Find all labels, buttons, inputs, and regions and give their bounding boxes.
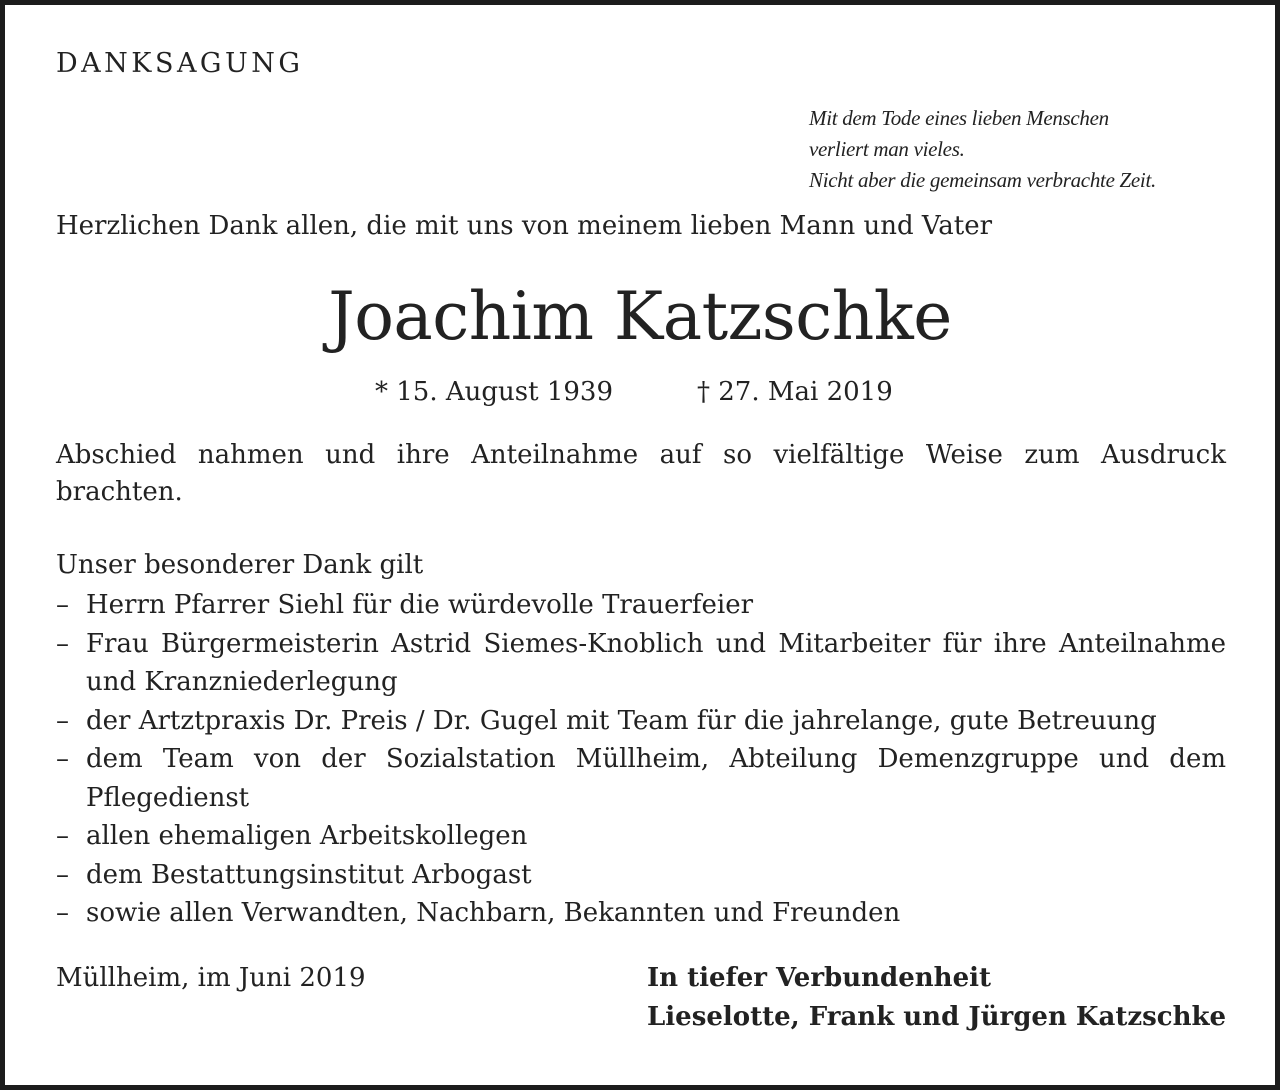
birth-date: * 15. August 1939	[375, 377, 614, 407]
list-item	[56, 894, 1226, 933]
quote-line: verliert man vieles.	[809, 137, 965, 161]
list-item-text: dem Bestattungsinstitut Arbogast	[86, 859, 532, 890]
farewell-paragraph: Abschied nahmen und ihre Anteilnahme auf so vielfältige Weise zum Ausdruck brachten.	[56, 440, 1226, 507]
dash-bullet: –	[56, 705, 69, 736]
list-item-text: Frau Bürgermeisterin Astrid Siemes-Knoblich und Mitarbeiter für ihre Anteilnahme und Kranzniederlegung	[86, 628, 1226, 697]
thanks-intro: Unser besonderer Dank gilt	[56, 550, 424, 580]
list-item	[56, 817, 1226, 856]
notice-heading: DANKSAGUNG	[56, 48, 304, 79]
dash-bullet: –	[56, 628, 69, 659]
list-item	[56, 586, 1226, 625]
list-item	[56, 625, 1226, 702]
signature-line: In tiefer Verbundenheit	[647, 963, 991, 993]
dash-bullet: –	[56, 744, 69, 774]
dash-bullet: –	[56, 859, 69, 890]
quote-line: Nicht aber die gemeinsam verbrachte Zeit.	[809, 168, 1156, 192]
dash-bullet: –	[56, 898, 69, 928]
deceased-name: Joachim Katzschke	[328, 278, 952, 355]
thanks-list	[56, 586, 1226, 933]
dash-bullet: –	[56, 590, 69, 620]
place-date: Müllheim, im Juni 2019	[56, 963, 366, 993]
list-item-text: Herrn Pfarrer Siehl für die würdevolle Trauerfeier	[86, 590, 754, 620]
list-item-text: dem Team von der Sozialstation Müllheim, Abteilung Demenzgruppe und dem Pflegedienst	[86, 744, 1226, 813]
list-item-text: der Artztpraxis Dr. Preis / Dr. Gugel mit Team für die jahrelange, gute Betreuung	[86, 705, 1157, 736]
quote-line: Mit dem Tode eines lieben Menschen	[809, 106, 1109, 130]
death-date: † 27. Mai 2019	[697, 377, 893, 407]
intro-text: Herzlichen Dank allen, die mit uns von meinem lieben Mann und Vater	[56, 211, 993, 241]
dash-bullet: –	[56, 821, 69, 851]
list-item-text: allen ehemaligen Arbeitskollegen	[86, 821, 528, 851]
memorial-quote	[809, 103, 1156, 196]
list-item-text: sowie allen Verwandten, Nachbarn, Bekannten und Freunden	[86, 898, 901, 928]
list-item	[56, 702, 1226, 741]
signature-names: Lieselotte, Frank und Jürgen Katzschke	[647, 1002, 1227, 1032]
list-item	[56, 740, 1226, 817]
signature-block	[647, 959, 1226, 1037]
list-item	[56, 856, 1226, 895]
